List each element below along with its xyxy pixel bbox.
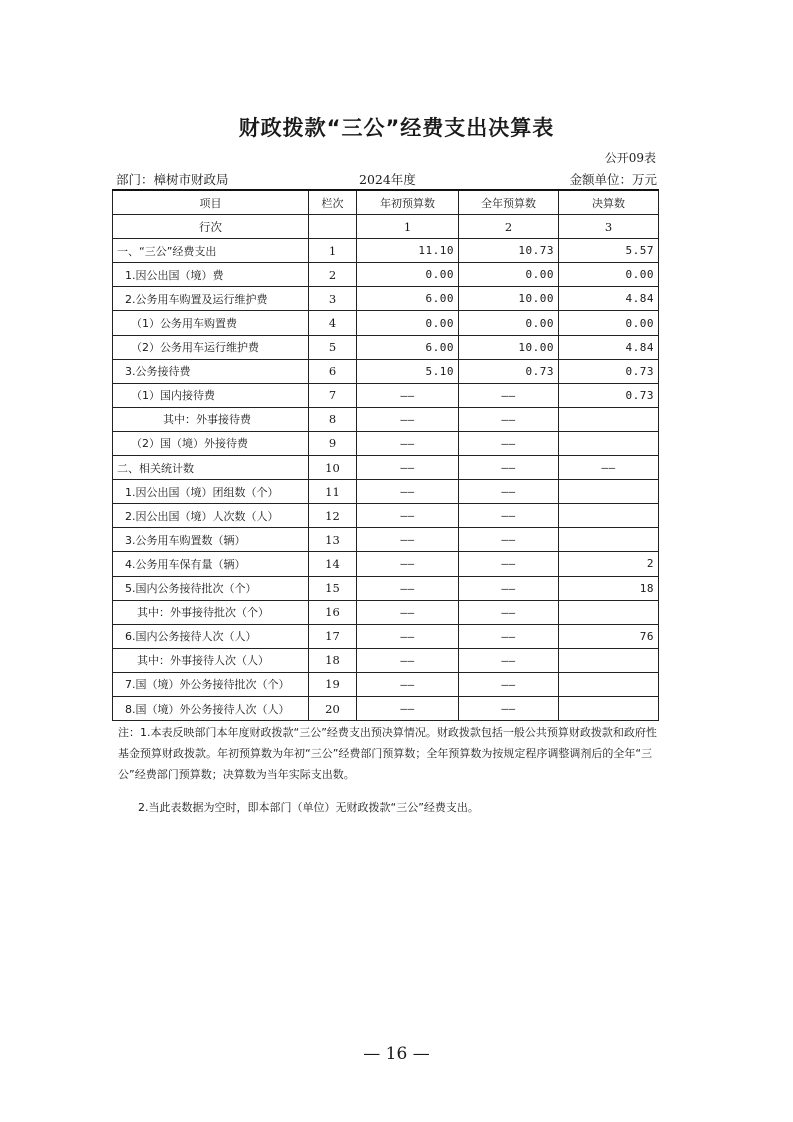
row-column-no: 17: [309, 624, 357, 648]
row-column-no: 13: [309, 528, 357, 552]
row-column-no: 12: [309, 504, 357, 528]
row-annual-budget: ——: [459, 431, 559, 455]
row-column-no: 5: [309, 335, 357, 359]
row-column-no: 4: [309, 311, 357, 335]
row-annual-budget: ——: [459, 552, 559, 576]
table-row: [113, 600, 659, 624]
index-cell: 3: [559, 215, 659, 239]
row-final-account: [559, 672, 659, 696]
row-column-no: 16: [309, 600, 357, 624]
row-initial-budget: ——: [357, 431, 459, 455]
row-initial-budget: ——: [357, 672, 459, 696]
row-column-no: 7: [309, 383, 357, 407]
table-meta: [112, 170, 657, 188]
table-row: [113, 407, 659, 431]
row-final-account: [559, 407, 659, 431]
row-final-account: 5.57: [559, 239, 659, 263]
row-item: 3.公务用车购置数（辆）: [113, 528, 309, 552]
row-final-account: 4.84: [559, 335, 659, 359]
row-final-account: 0.00: [559, 311, 659, 335]
row-annual-budget: ——: [459, 504, 559, 528]
page-number: — 16 —: [363, 1044, 430, 1064]
row-item: 6.国内公务接待人次（人）: [113, 624, 309, 648]
table-row: [113, 552, 659, 576]
row-initial-budget: ——: [357, 528, 459, 552]
table-row: [113, 696, 659, 720]
table-row: [113, 504, 659, 528]
row-column-no: 19: [309, 672, 357, 696]
row-column-no: 9: [309, 431, 357, 455]
row-column-no: 1: [309, 239, 357, 263]
row-item: （2）公务用车运行维护费: [113, 335, 309, 359]
row-final-account: [559, 528, 659, 552]
unit-label: 金额单位：万元: [569, 172, 657, 187]
row-initial-budget: 6.00: [357, 287, 459, 311]
row-annual-budget: 10.00: [459, 287, 559, 311]
row-annual-budget: ——: [459, 456, 559, 480]
row-annual-budget: 10.73: [459, 239, 559, 263]
table-row: [113, 624, 659, 648]
row-column-no: 14: [309, 552, 357, 576]
row-initial-budget: 11.10: [357, 239, 459, 263]
row-item: 2.公务用车购置及运行维护费: [113, 287, 309, 311]
table-row: [113, 359, 659, 383]
row-annual-budget: 0.00: [459, 311, 559, 335]
row-annual-budget: ——: [459, 480, 559, 504]
table-row: [113, 431, 659, 455]
index-row: [113, 215, 659, 239]
row-item: 一、“三公”经费支出: [113, 239, 309, 263]
row-column-no: 6: [309, 359, 357, 383]
table-row: [113, 287, 659, 311]
row-initial-budget: 5.10: [357, 359, 459, 383]
table-row: [113, 335, 659, 359]
row-item: 二、相关统计数: [113, 456, 309, 480]
table-row: [113, 648, 659, 672]
row-final-account: 0.73: [559, 359, 659, 383]
index-label: 行次: [113, 215, 309, 239]
table-row: [113, 311, 659, 335]
header-annual-budget: 全年预算数: [459, 190, 559, 215]
table-row: [113, 528, 659, 552]
note-2: 2.当此表数据为空时，即本部门（单位）无财政拨款“三公”经费支出。: [138, 801, 479, 814]
row-initial-budget: ——: [357, 504, 459, 528]
row-item: （1）公务用车购置费: [113, 311, 309, 335]
row-item: 4.公务用车保有量（辆）: [113, 552, 309, 576]
row-item: 7.国（境）外公务接待批次（个）: [113, 672, 309, 696]
row-final-account: [559, 648, 659, 672]
header-row: [113, 190, 659, 215]
row-annual-budget: ——: [459, 407, 559, 431]
department-label: 部门：樟树市财政局: [116, 172, 229, 187]
row-final-account: 2: [559, 552, 659, 576]
row-item: 1.因公出国（境）费: [113, 263, 309, 287]
index-cell: [309, 215, 357, 239]
row-final-account: [559, 504, 659, 528]
row-annual-budget: ——: [459, 696, 559, 720]
row-final-account: 18: [559, 576, 659, 600]
row-annual-budget: ——: [459, 576, 559, 600]
table-row: [113, 576, 659, 600]
row-item: 5.国内公务接待批次（个）: [113, 576, 309, 600]
row-column-no: 2: [309, 263, 357, 287]
row-initial-budget: ——: [357, 648, 459, 672]
row-initial-budget: ——: [357, 600, 459, 624]
row-item: 1.因公出国（境）团组数（个）: [113, 480, 309, 504]
row-final-account: [559, 431, 659, 455]
row-initial-budget: 0.00: [357, 311, 459, 335]
table-row: [113, 263, 659, 287]
index-cell: 1: [357, 215, 459, 239]
row-initial-budget: ——: [357, 480, 459, 504]
year-label: 2024年度: [359, 172, 416, 187]
row-initial-budget: ——: [357, 696, 459, 720]
row-initial-budget: ——: [357, 383, 459, 407]
row-annual-budget: ——: [459, 383, 559, 407]
row-item: 其中：外事接待批次（个）: [113, 600, 309, 624]
row-annual-budget: 0.00: [459, 263, 559, 287]
table-row: [113, 672, 659, 696]
row-initial-budget: ——: [357, 552, 459, 576]
row-final-account: [559, 600, 659, 624]
row-item: 3.公务接待费: [113, 359, 309, 383]
row-item: （1）国内接待费: [113, 383, 309, 407]
row-annual-budget: 0.73: [459, 359, 559, 383]
row-initial-budget: ——: [357, 576, 459, 600]
page-title: 财政拨款“三公”经费支出决算表: [238, 116, 555, 140]
row-column-no: 3: [309, 287, 357, 311]
row-initial-budget: ——: [357, 407, 459, 431]
row-final-account: 0.00: [559, 263, 659, 287]
row-column-no: 20: [309, 696, 357, 720]
row-item: （2）国（境）外接待费: [113, 431, 309, 455]
row-annual-budget: ——: [459, 648, 559, 672]
table-row: [113, 383, 659, 407]
note-1: 注：1.本表反映部门本年度财政拨款“三公”经费支出预决算情况。财政拨款包括一般公共预算财政拨款和政府性基金预算财政拨款。年初预算数为年初“三公”经费部门预算数；全年预算数为按规定程序调整调剂后的全年“三公”经费部门预算数；决算数为当年实际支出数。: [118, 726, 657, 781]
row-final-account: [559, 696, 659, 720]
row-column-no: 10: [309, 456, 357, 480]
row-initial-budget: 0.00: [357, 263, 459, 287]
table-row: [113, 480, 659, 504]
row-annual-budget: ——: [459, 672, 559, 696]
row-final-account: ——: [559, 456, 659, 480]
row-column-no: 18: [309, 648, 357, 672]
notes: [118, 722, 663, 818]
row-column-no: 15: [309, 576, 357, 600]
row-column-no: 11: [309, 480, 357, 504]
row-item: 其中：外事接待人次（人）: [113, 648, 309, 672]
header-initial-budget: 年初预算数: [357, 190, 459, 215]
row-column-no: 8: [309, 407, 357, 431]
row-final-account: 76: [559, 624, 659, 648]
row-final-account: 4.84: [559, 287, 659, 311]
row-initial-budget: ——: [357, 456, 459, 480]
row-annual-budget: ——: [459, 600, 559, 624]
table-row: [113, 456, 659, 480]
index-cell: 2: [459, 215, 559, 239]
three-public-expense-table: [112, 189, 659, 721]
row-item: 其中：外事接待费: [113, 407, 309, 431]
row-final-account: 0.73: [559, 383, 659, 407]
row-initial-budget: ——: [357, 624, 459, 648]
row-annual-budget: ——: [459, 624, 559, 648]
table-row: [113, 239, 659, 263]
form-code: 公开09表: [604, 151, 656, 165]
row-item: 8.国（境）外公务接待人次（人）: [113, 696, 309, 720]
row-annual-budget: ——: [459, 528, 559, 552]
row-final-account: [559, 480, 659, 504]
header-column-no: 栏次: [309, 190, 357, 215]
header-item: 项目: [113, 190, 309, 215]
row-annual-budget: 10.00: [459, 335, 559, 359]
row-initial-budget: 6.00: [357, 335, 459, 359]
header-final-account: 决算数: [559, 190, 659, 215]
row-item: 2.因公出国（境）人次数（人）: [113, 504, 309, 528]
